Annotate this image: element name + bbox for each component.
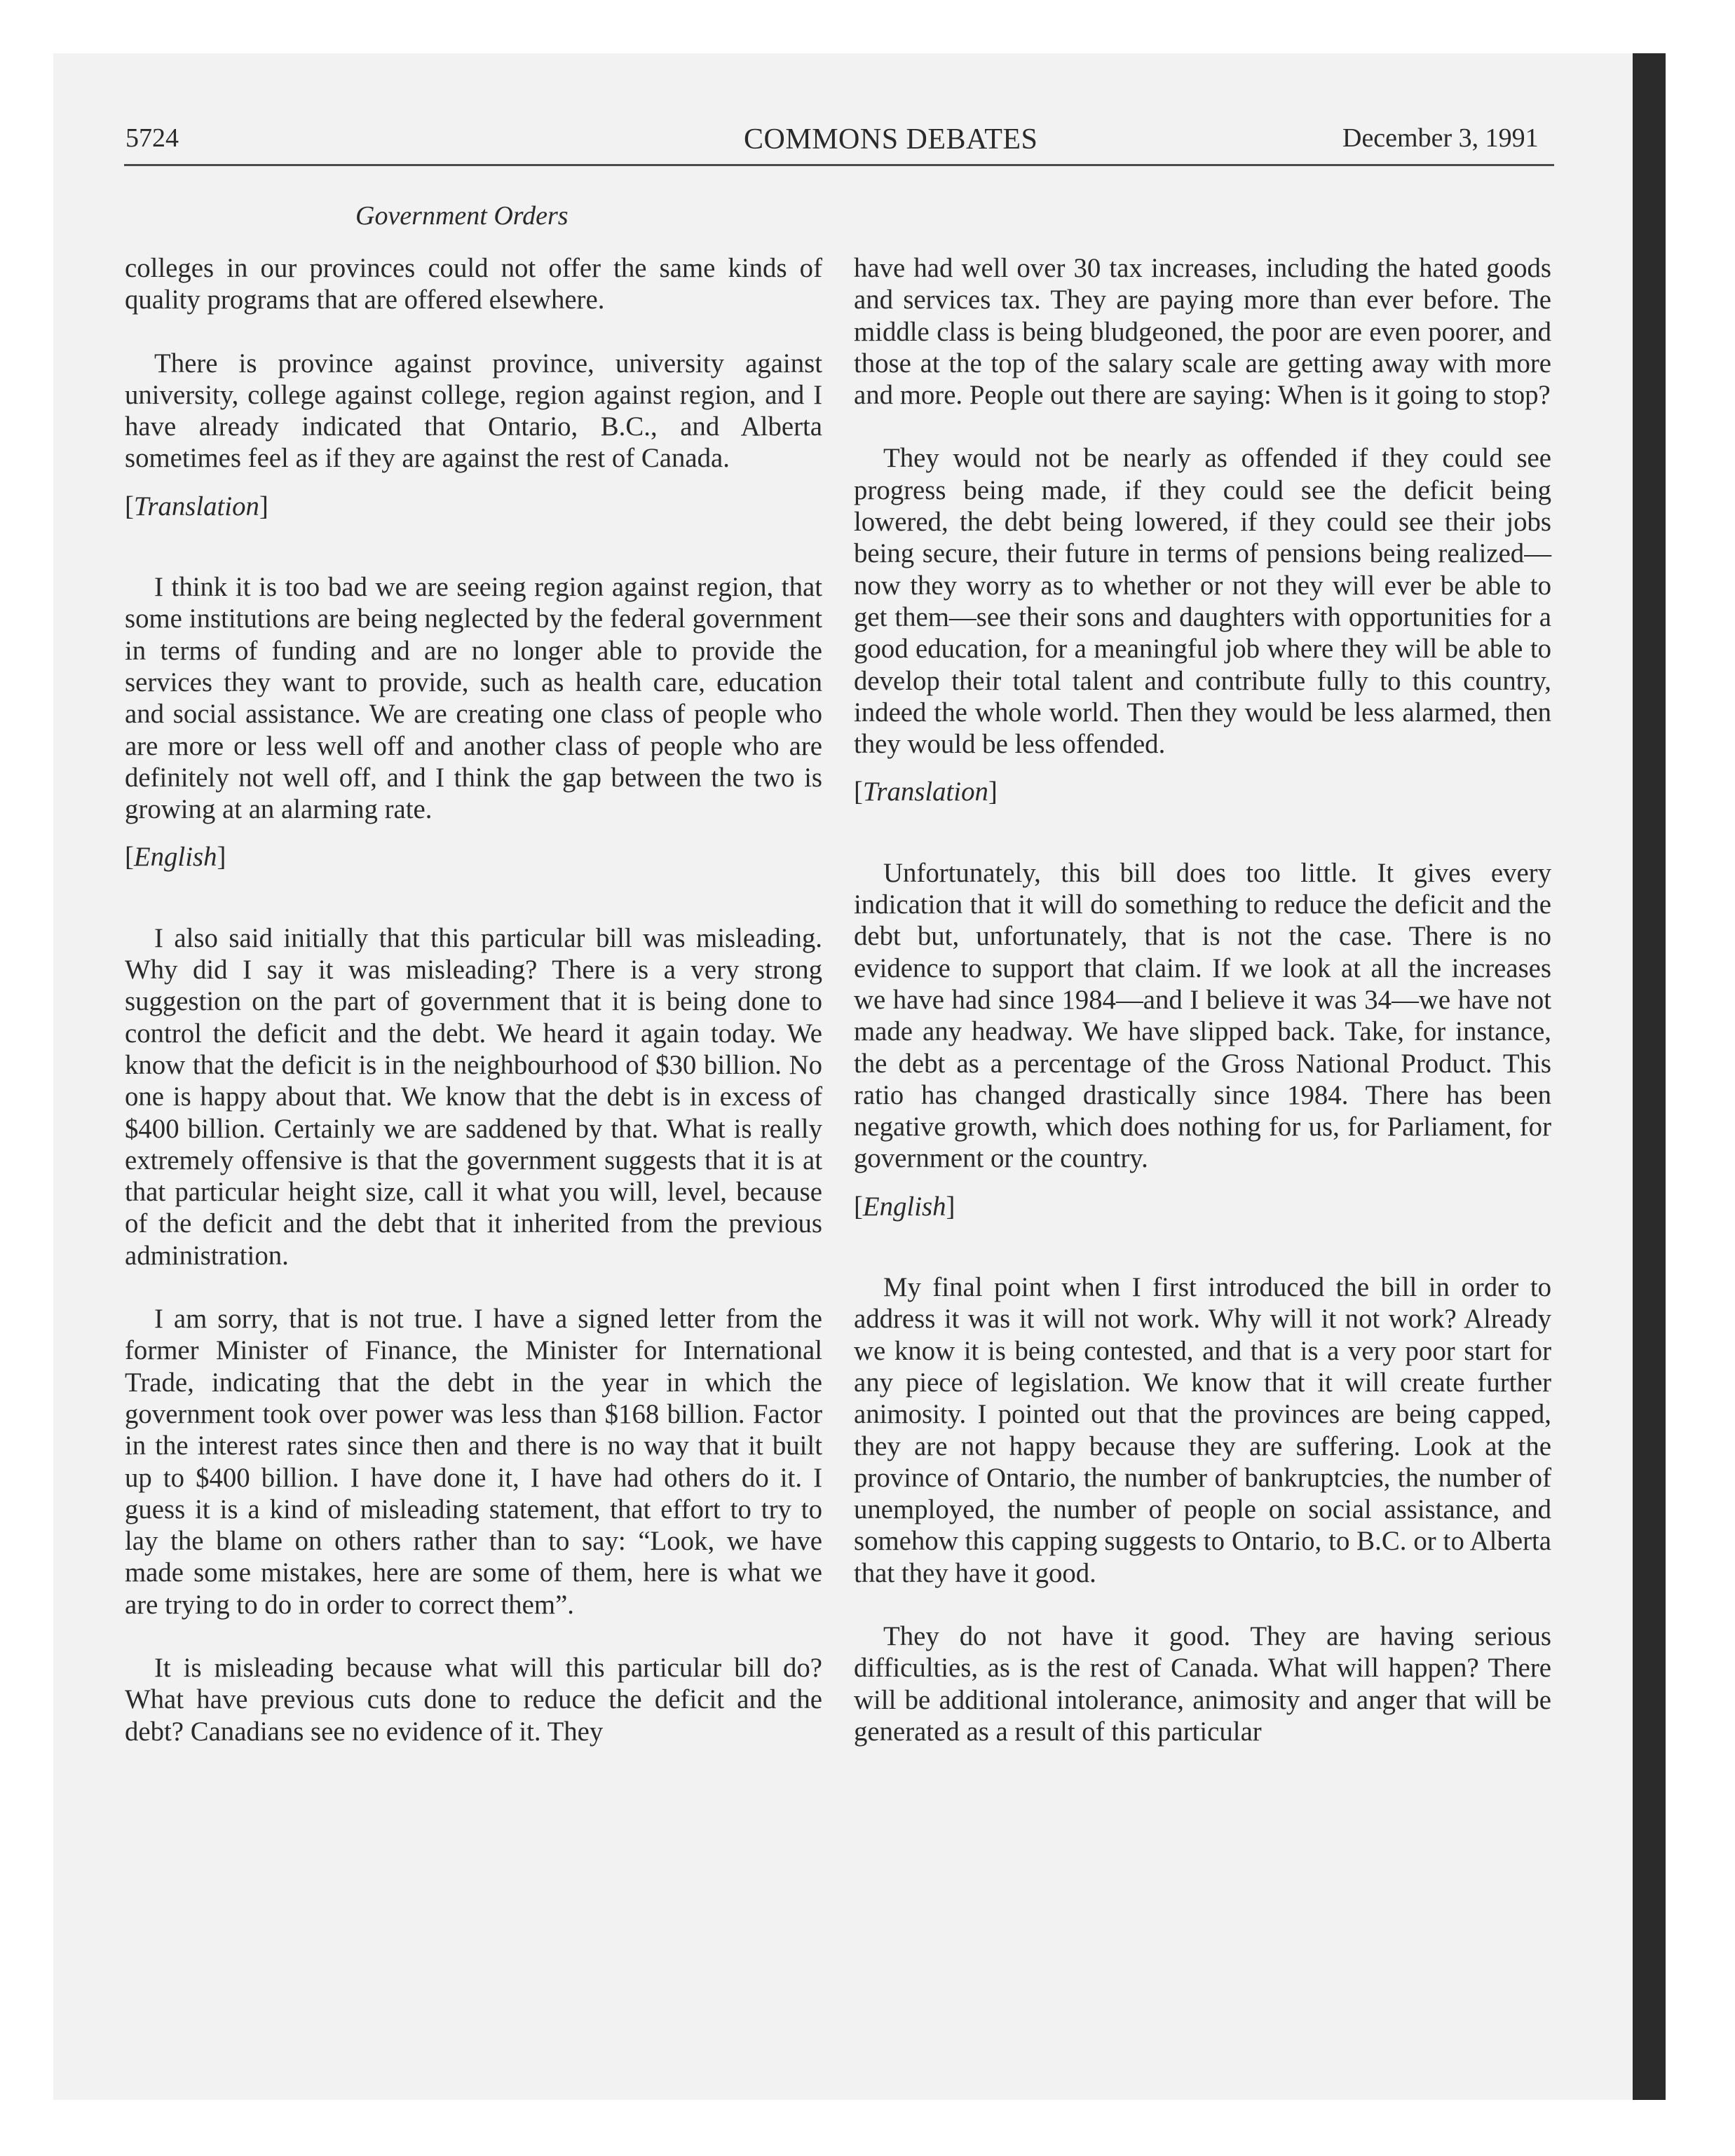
paragraph: I also said initially that this particular bill was misleading. Why did I say it was misleading? There is a very strong suggestion on the part of government that it is being done to control the deficit and the debt. We heard it again today. We know that the deficit is in the neighbourhood of $30 billion. No one is happy about that. We know that the debt is in excess of $400 billion. Certainly we are saddened by that. What is really extremely offensive is that the government suggests that it is at that particular height size, call it what you will, level, because of the deficit and the debt that it inherited from the previous administration.: [125, 922, 822, 1271]
header-date: December 3, 1991: [1342, 123, 1539, 153]
paragraph: They would not be nearly as offended if they could see progress being made, if they could see the deficit being lowered, the debt being lowered, if they could see their jobs being secure, their future in terms of pensions being realized—now they worry as to whether or not they will ever be able to get them—see their sons and daughters with opportunities for a good education, for a meaningful job where they will be able to develop their total talent and contribute fully to this country, indeed the whole world. Then they would be less alarmed, then they would be less offended.: [854, 443, 1551, 760]
paragraph: I think it is too bad we are seeing region against region, that some institutions are being neglected by the federal government in terms of funding and are no longer able to provide the services they want to provide, such as health care, education and social assistance. We are creating one class of people who are more or less well off and another class of people who are definitely not well off, and I think the gap between the two is growing at an alarming rate.: [125, 572, 822, 825]
paragraph: They do not have it good. They are having serious difficulties, as is the rest of Canada. What will happen? There will be additional intolerance, animosity and anger that will be generated as a result of this particular: [854, 1621, 1551, 1747]
language-marker: [Translation]: [854, 777, 998, 807]
page-number: 5724: [125, 123, 179, 153]
binding-edge: [1633, 53, 1666, 2100]
paragraph: Unfortunately, this bill does too little. It gives every indication that it will do something to reduce the deficit and the debt but, unfortunately, that is not the case. There is no evidence to support that claim. If we look at all the increases we have had since 1984—and I believe it was 34—we have not made any headway. We have slipped back. Take, for instance, the debt as a percentage of the Gross National Product. This ratio has changed drastically since 1984. There has been negative growth, which does nothing for us, for Parliament, for government or the country.: [854, 857, 1551, 1174]
language-marker-text: Translation: [133, 491, 259, 521]
language-marker: [English]: [854, 1191, 955, 1222]
language-marker-text: English: [862, 1191, 946, 1222]
language-marker: [Translation]: [125, 491, 268, 521]
language-marker: [English]: [125, 842, 226, 873]
paragraph: have had well over 30 tax increases, including the hated goods and services tax. They are paying more than ever before. The middle class is being bludgeoned, the poor are even poorer, and those at the top of the salary scale are getting away with more and more. People out there are saying: When is it going to stop?: [854, 253, 1551, 411]
left-column: [125, 252, 822, 1747]
paragraph: colleges in our provinces could not offer the same kinds of quality programs that are offered elsewhere.: [125, 253, 822, 315]
paragraph: I am sorry, that is not true. I have a signed letter from the former Minister of Finance, the Minister for International Trade, indicating that the debt in the year in which the government took over power was less than $168 billion. Factor in the interest rates since then and there is no way that it built up to $400 billion. I have done it, I have had others do it. I guess it is a kind of misleading statement, that effort to try to lay the blame on others rather than to say: “Look, we have made some mistakes, here are some of them, here is what we are trying to do in order to correct them”.: [125, 1304, 822, 1620]
header-rule: [124, 164, 1554, 166]
paragraph: There is province against province, university against university, college against college, region against region, and I have already indicated that Ontario, B.C., and Alberta sometimes feel as if they are against the rest of Canada.: [125, 348, 822, 474]
section-label: Government Orders: [355, 201, 569, 231]
right-column: [854, 252, 1551, 1747]
language-marker-text: Translation: [862, 777, 988, 807]
paragraph: It is misleading because what will this particular bill do? What have previous cuts done to reduce the deficit and the debt? Canadians see no evidence of it. They: [125, 1652, 822, 1747]
paragraph: My final point when I first introduced the bill in order to address it was it will not work. Why will it not work? Already we know it is being contested, and that is a very poor start for any piece of legislation. We know that it will create further animosity. I pointed out that the provinces are being capped, they are not happy because they are suffering. Look at the province of Ontario, the number of bankruptcies, the number of unemployed, the number of people on social assistance, and somehow this capping suggests to Ontario, to B.C. or to Alberta that they have it good.: [854, 1272, 1551, 1588]
journal-title: COMMONS DEBATES: [744, 123, 1038, 156]
language-marker-text: English: [133, 842, 217, 873]
